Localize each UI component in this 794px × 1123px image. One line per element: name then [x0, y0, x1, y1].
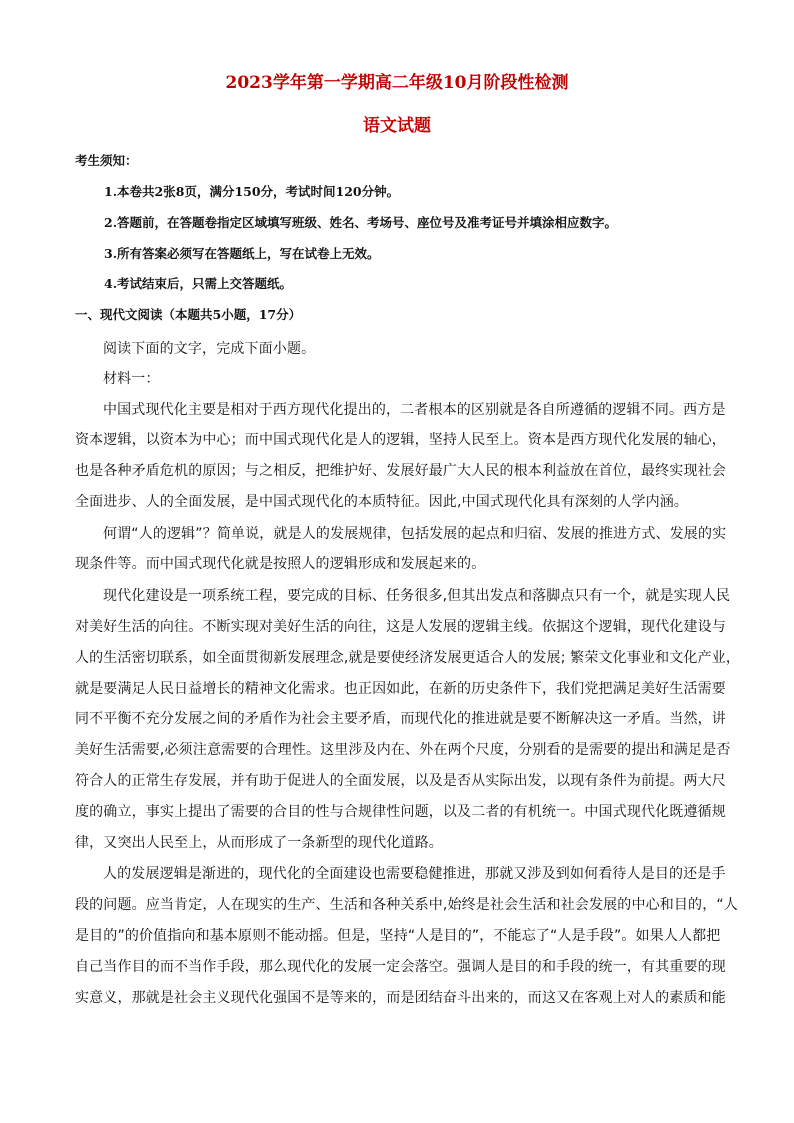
instruction-item-3: 3.所有答案必须写在答题纸上，写在试卷上无效。: [104, 246, 380, 261]
exam-subject-title: 语文试题: [363, 116, 431, 136]
passage-line: 全面进步、人的全面发展，是中国式现代化的本质特征。因此,中国式现代化具有深刻的人学内涵。: [75, 494, 689, 510]
passage-line: 是目的”的价值指向和基本原则不能动摇。但是，坚持“人是目的”，不能忘了“人是手段”。如果人人都把: [75, 928, 721, 944]
passage-line: 对美好生活的向往。不断实现对美好生活的向往，这是人发展的逻辑主线。依据这个逻辑，现代化建设与: [75, 619, 726, 635]
instructions-heading: 考生须知：: [75, 153, 138, 168]
section-heading: 一、现代文阅读（本题共5小题，17分）: [75, 307, 302, 322]
exam-title: 2023学年第一学期高二年级10月阶段性检测: [225, 73, 569, 93]
passage-line: 符合人的正常生存发展，并有助于促进人的全面发展，以及是否从实际出发，以现有条件为前提。两大尺: [75, 773, 726, 789]
instruction-item-2: 2.答题前，在答题卷指定区域填写班级、姓名、考场号、座位号及准考证号并填涂相应数字。: [104, 215, 618, 230]
passage-line: 度的确立，事实上提出了需要的合目的性与合规律性问题，以及二者的有机统一。中国式现代化既遵循规: [75, 804, 726, 820]
passage-line: 何谓“人的逻辑”？简单说，就是人的发展规律，包括发展的起点和归宿、发展的推进方式、发展的实: [103, 526, 727, 542]
passage-line: 段的问题。应当肯定，人在现实的生产、生活和各种关系中,始终是社会生活和社会发展的中心和目的，“人: [75, 897, 738, 913]
passage-line: 资本逻辑，以资本为中心；而中国式现代化是人的逻辑，坚持人民至上。资本是西方现代化发展的轴心，: [75, 432, 726, 448]
reading-prompt: 阅读下面的文字，完成下面小题。: [103, 341, 316, 357]
passage-line: 也是各种矛盾危机的原因；与之相反，把维护好、发展好最广大人民的根本利益放在首位，最终实现社会: [75, 463, 726, 479]
passage-line: 律，又突出人民至上，从而形成了一条新型的现代化道路。: [75, 835, 443, 851]
passage-line: 自己当作目的而不当作手段，那么现代化的发展一定会落空。强调人是目的和手段的统一，有其重要的现: [75, 959, 726, 975]
passage-line: 人的发展逻辑是渐进的，现代化的全面建设也需要稳健推进，那就又涉及到如何看待人是目的还是手: [103, 866, 726, 882]
passage-line: 现条件等。而中国式现代化就是按照人的逻辑形成和发展起来的。: [75, 556, 486, 572]
passage-line: 美好生活需要,必须注意需要的合理性。这里涉及内在、外在两个尺度，分别看的是需要的提出和满足是否: [75, 742, 731, 758]
passage-line: 人的生活密切联系，如全面贯彻新发展理念,就是要使经济发展更适合人的发展; 繁荣文化事业和文化产业，: [75, 650, 740, 666]
material-label: 材料一：: [103, 371, 160, 387]
passage-line: 中国式现代化主要是相对于西方现代化提出的，二者根本的区别就是各自所遵循的逻辑不同。西方是: [103, 402, 726, 418]
instruction-item-4: 4.考试结束后，只需上交答题纸。: [104, 276, 293, 291]
passage-line: 实意义，那就是社会主义现代化强国不是等来的，而是团结奋斗出来的，而这又在客观上对人的素质和能: [75, 990, 726, 1006]
passage-line: 同不平衡不充分发展之间的矛盾作为社会主要矛盾，而现代化的推进就是要不断解决这一矛盾。当然，讲: [75, 711, 726, 727]
instruction-item-1: 1.本卷共2张8页，满分150分，考试时间120分钟。: [104, 184, 400, 199]
passage-line: 现代化建设是一项系统工程，要完成的目标、任务很多,但其出发点和落脚点只有一个，就是实现人民: [103, 588, 731, 604]
passage-line: 就是要满足人民日益增长的精神文化需求。也正因如此，在新的历史条件下，我们党把满足美好生活需要: [75, 681, 726, 697]
